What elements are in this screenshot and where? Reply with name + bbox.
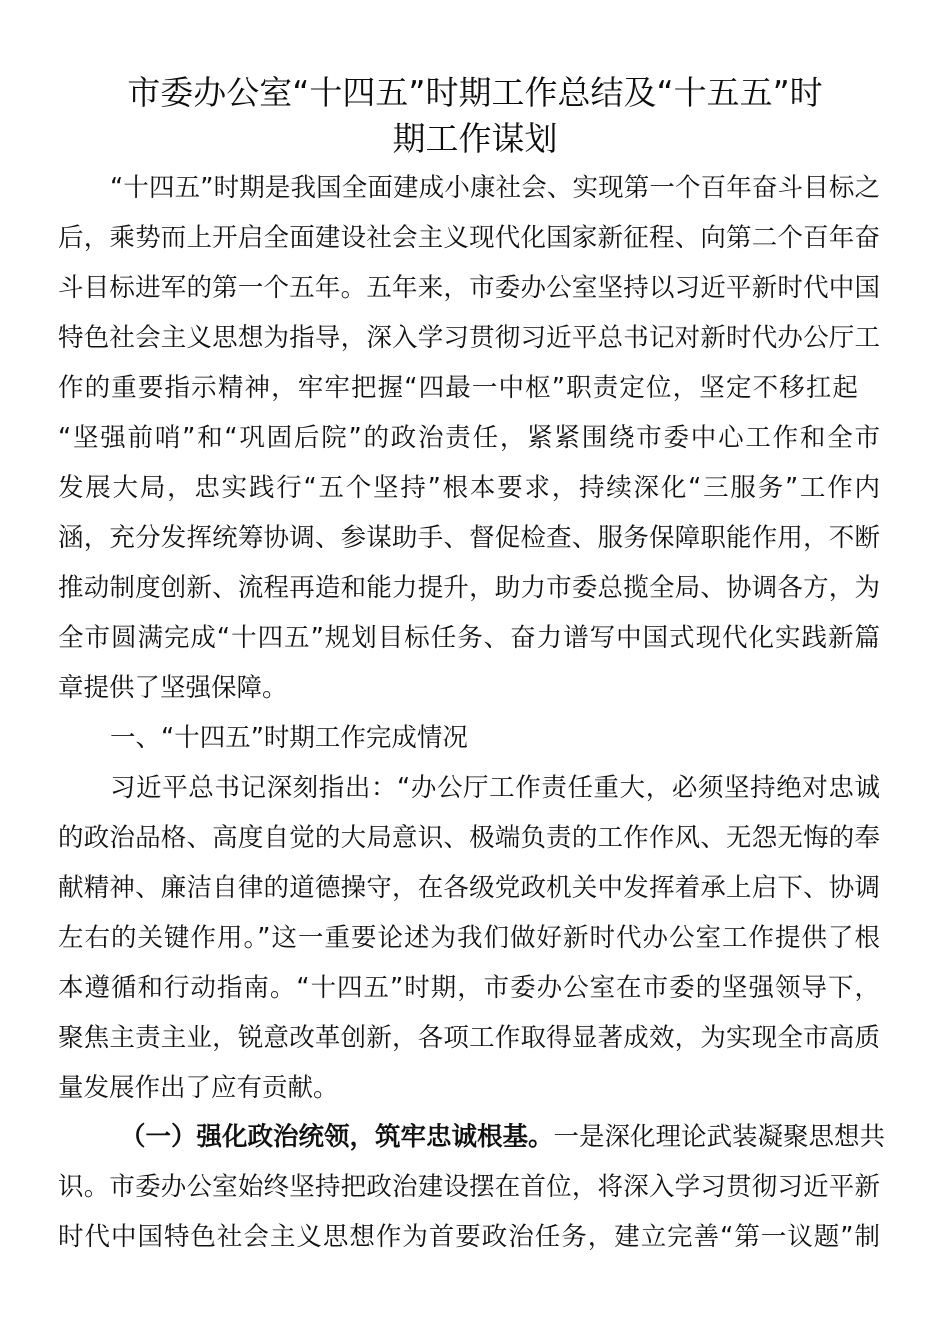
- text-line: 量发展作出了应有贡献。: [58, 1073, 339, 1103]
- text-line: 聚焦主责主业，锐意改革创新，各项工作取得显著成效，为实现全市高质: [58, 1023, 880, 1053]
- text-line: 作的重要指示精神，牢牢把握“四最一中枢”职责定位，坚定不移扛起: [58, 373, 858, 403]
- section-heading: 一、“十四五”时期工作完成情况: [110, 723, 468, 753]
- text-line: “坚强前哨”和“巩固后院”的政治责任，紧紧围绕市委中心工作和全市: [58, 423, 880, 453]
- text-line: “十四五”时期是我国全面建成小康社会、实现第一个百年奋斗目标之: [110, 173, 880, 203]
- text-line: 习近平总书记深刻指出：“办公厅工作责任重大，必须坚持绝对忠诚: [110, 773, 880, 803]
- text-line: 斗目标进军的第一个五年。五年来，市委办公室坚持以习近平新时代中国: [58, 273, 880, 303]
- text-line: 特色社会主义思想为指导，深入学习贯彻习近平总书记对新时代办公厅工: [58, 323, 880, 353]
- subsection-heading: （一）强化政治统领，筑牢忠诚根基。: [120, 1122, 554, 1152]
- text-line: 的政治品格、高度自觉的大局意识、极端负责的工作作风、无怨无悔的奉: [58, 823, 880, 853]
- title-line-1: 市委办公室“十四五”时期工作总结及“十五五”时: [127, 73, 823, 112]
- text-line: 献精神、廉洁自律的道德操守，在各级党政机关中发挥着承上启下、协调: [58, 873, 880, 903]
- text-line: 左右的关键作用。”这一重要论述为我们做好新时代办公室工作提供了根: [58, 923, 880, 953]
- subsection-lead-text: 一是深化理论武装凝聚思想共: [553, 1122, 886, 1152]
- text-line: 识。市委办公室始终坚持把政治建设摆在首位，将深入学习贯彻习近平新: [58, 1172, 880, 1202]
- text-line: 推动制度创新、流程再造和能力提升，助力市委总揽全局、协调各方，为: [58, 573, 880, 603]
- text-line: 发展大局，忠实践行“五个坚持”根本要求，持续深化“三服务”工作内: [58, 473, 880, 503]
- text-line: 全市圆满完成“十四五”规划目标任务、奋力谱写中国式现代化实践新篇: [58, 623, 880, 653]
- text-line: 涵，充分发挥统筹协调、参谋助手、督促检查、服务保障职能作用，不断: [58, 523, 880, 553]
- title-line-2: 期工作谋划: [392, 119, 558, 158]
- text-line: 章提供了坚强保障。: [58, 673, 288, 703]
- text-line: 后，乘势而上开启全面建设社会主义现代化国家新征程、向第二个百年奋: [58, 223, 880, 253]
- text-line: [120, 1112, 886, 1162]
- text-line: 本遵循和行动指南。“十四五”时期，市委办公室在市委的坚强领导下，: [58, 973, 880, 1003]
- text-line: 时代中国特色社会主义思想作为首要政治任务，建立完善“第一议题”制: [58, 1222, 880, 1252]
